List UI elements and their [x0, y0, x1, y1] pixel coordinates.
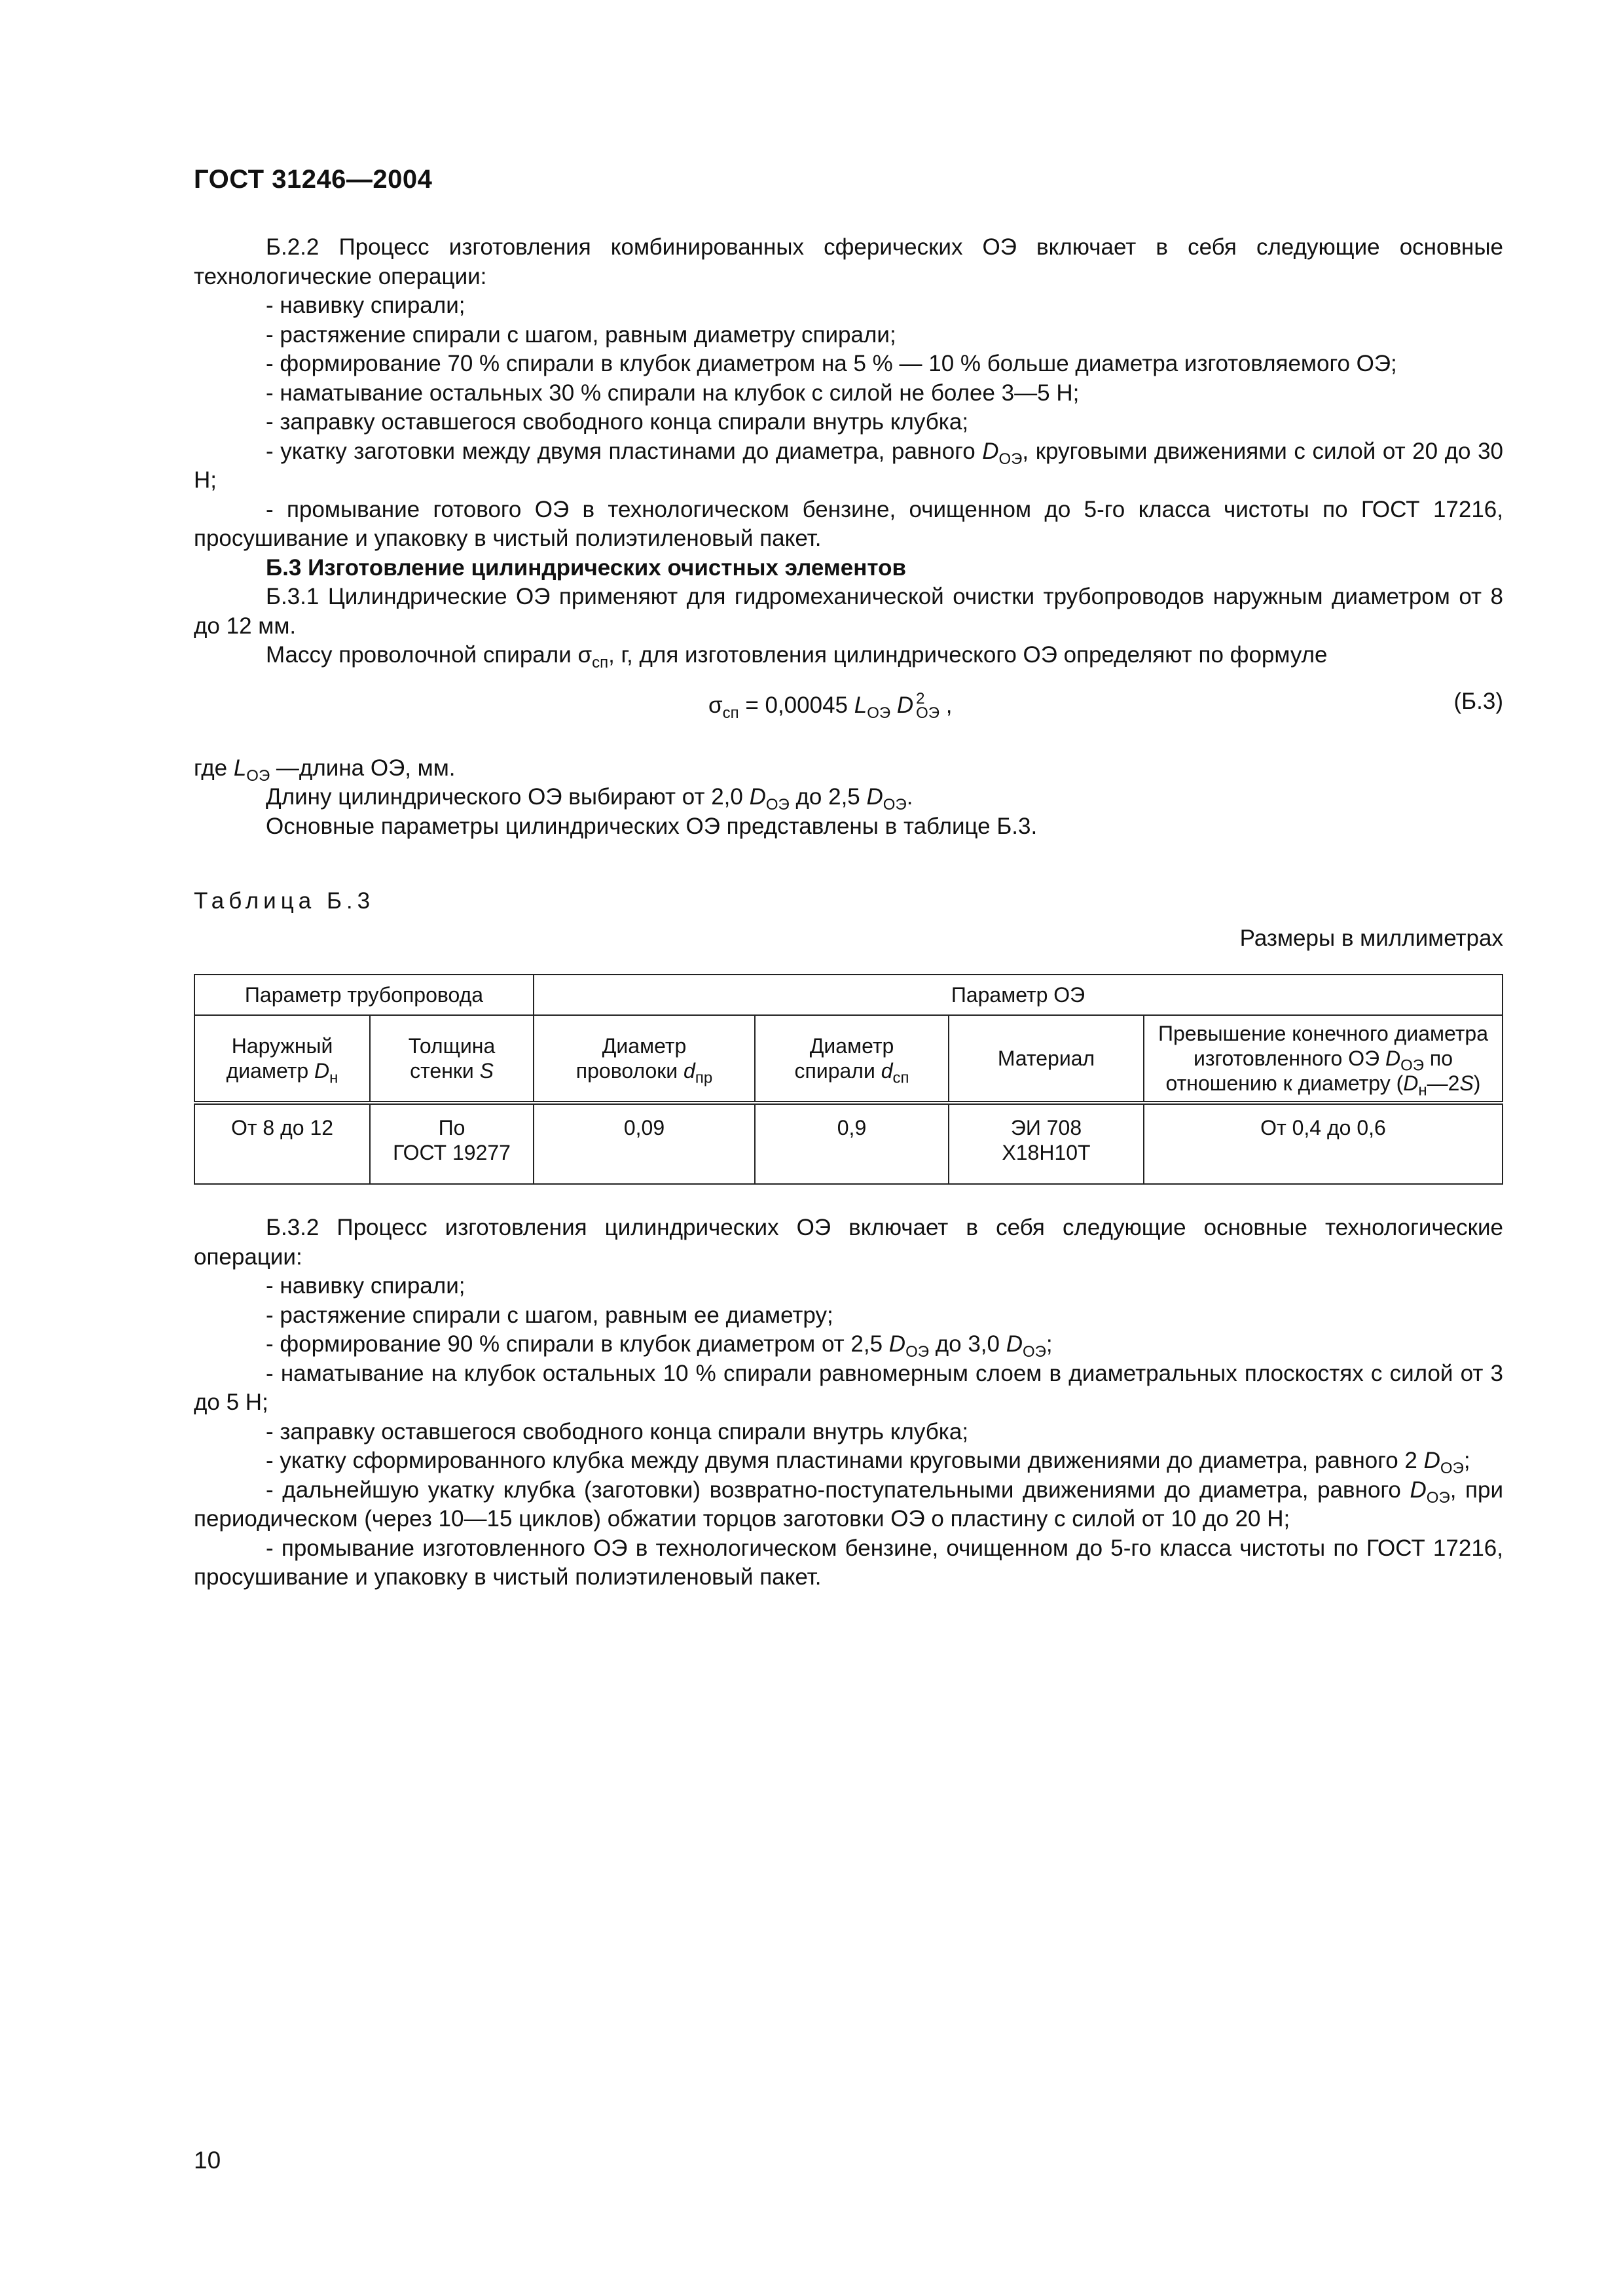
paragraph-where: где $L_{ОЭ}$ —длина ОЭ, мм. [194, 755, 456, 785]
table-header-wire-diameter: Диаметр проволоки $d_{пр}$ [534, 1015, 755, 1103]
table-header-outer-diameter: Наружный диаметр $D_н$ [194, 1015, 370, 1103]
list-item: - заправку оставшегося свободного конца спирали внутрь клубка; [266, 409, 969, 435]
list-item: - промывание изготовленного ОЭ в технологическом бензине, очищенном до 5-го класса чистоты по ГОСТ 17216, просушивание и упаковку в чистый полиэтиленовый пакет. [194, 1535, 1503, 1590]
table-cell: От 8 до 12 [194, 1103, 370, 1184]
table-cell: 0,09 [534, 1103, 755, 1184]
paragraph-mass-formula-intro: Массу проволочной спирали $\sigma_{сп}$, г, для изготовления цилиндрического ОЭ определяют по формуле [266, 642, 1328, 672]
list-item: - заправку оставшегося свободного конца спирали внутрь клубка; [266, 1418, 969, 1444]
list-item: - укатку сформированного клубка между двумя пластинами круговыми движениями до диаметра, равного 2 $D_{ОЭ}$; [266, 1448, 1470, 1477]
table-cell: ЭИ 708 Х18Н10Т [949, 1103, 1144, 1184]
list-item: - растяжение спирали с шагом, равным диаметру спирали; [266, 321, 896, 348]
table-cell: По ГОСТ 19277 [370, 1103, 534, 1184]
list-item: - укатку заготовки между двумя пластинами до диаметра, равного $D_{ОЭ}$, круговыми движениями с силой от 20 до 30 Н; [194, 438, 1504, 493]
formula-number: (Б.3) [1453, 688, 1503, 714]
paragraph-b32-intro: Б.3.2 Процесс изготовления цилиндрических ОЭ включает в себя следующие основные технологические операции: [194, 1215, 1503, 1270]
table-cell: 0,9 [755, 1103, 949, 1184]
table-units: Размеры в миллиметрах [1239, 925, 1503, 951]
document-header-title: ГОСТ 31246—2004 [194, 165, 433, 194]
table-header-spiral-diameter: Диаметр спирали $d_{сп}$ [755, 1015, 949, 1103]
table-row [194, 1103, 1503, 1184]
list-item: - формирование 90 % спирали в клубок диаметром от 2,5 $D_{ОЭ}$ до 3,0 $D_{ОЭ}$; [266, 1331, 1053, 1361]
table-header-excess-diameter: Превышение конечного диаметра изготовленного ОЭ $D_{ОЭ}$ по отношению к диаметру $(D_н—2S)$ [1144, 1015, 1503, 1103]
table-cell: От 0,4 до 0,6 [1144, 1103, 1503, 1184]
table-b3 [194, 974, 1503, 1185]
document-page [194, 0, 1503, 2296]
section-heading-b3: Б.3 Изготовление цилиндрических очистных элементов [266, 554, 906, 581]
list-item: - навивку спирали; [266, 1273, 465, 1299]
list-item: - дальнейшую укатку клубка (заготовки) возвратно-поступательными движениями до диаметра, равного $D_{ОЭ}$, при периодическом (через 10—15 циклов) обжатии торцов заготовки ОЭ о пластину с силой от 10 до 20 Н; [194, 1477, 1504, 1532]
table-header-material: Материал [949, 1015, 1144, 1103]
table-group-header-oe: Параметр ОЭ [534, 975, 1503, 1015]
table-group-header-pipe: Параметр трубопровода [194, 975, 534, 1015]
list-item: - растяжение спирали с шагом, равным ее диаметру; [266, 1302, 833, 1328]
list-item: - наматывание на клубок остальных 10 % спирали равномерным слоем в диаметральных плоскостях с силой от 3 до 5 Н; [194, 1360, 1503, 1415]
document-body [194, 233, 1503, 1592]
formula-b3 [194, 682, 1503, 754]
list-item: - формирование 70 % спирали в клубок диаметром на 5 % — 10 % больше диаметра изготовляемого ОЭ; [266, 351, 1397, 376]
table-header-wall-thickness: Толщина стенки S [370, 1015, 534, 1103]
list-item: - промывание готового ОЭ в технологическом бензине, очищенном до 5-го класса чистоты по ГОСТ 17216, просушивание и упаковку в чистый полиэтиленовый пакет. [194, 496, 1503, 551]
paragraph-length: Длину цилиндрического ОЭ выбирают от 2,0 $D_{ОЭ}$ до 2,5 $D_{ОЭ}$. [266, 784, 913, 814]
page-number: 10 [194, 2147, 221, 2174]
formula-expression: $\sigma_{сп} = 0,00045$ $L_{ОЭ}$ D 2 ОЭ , [708, 690, 953, 723]
paragraph-params: Основные параметры цилиндрических ОЭ представлены в таблице Б.3. [266, 813, 1038, 839]
list-item: - наматывание остальных 30 % спирали на клубок с силой не более 3—5 Н; [266, 380, 1080, 406]
table-caption: Таблица Б.3 [194, 888, 375, 914]
paragraph-b22-intro: Б.2.2 Процесс изготовления комбинированных сферических ОЭ включает в себя следующие основные технологические операции: [194, 234, 1503, 289]
paragraph-b31: Б.3.1 Цилиндрические ОЭ применяют для гидромеханической очистки трубопроводов наружным диаметром от 8 до 12 мм. [194, 584, 1503, 639]
list-item: - навивку спирали; [266, 293, 465, 318]
